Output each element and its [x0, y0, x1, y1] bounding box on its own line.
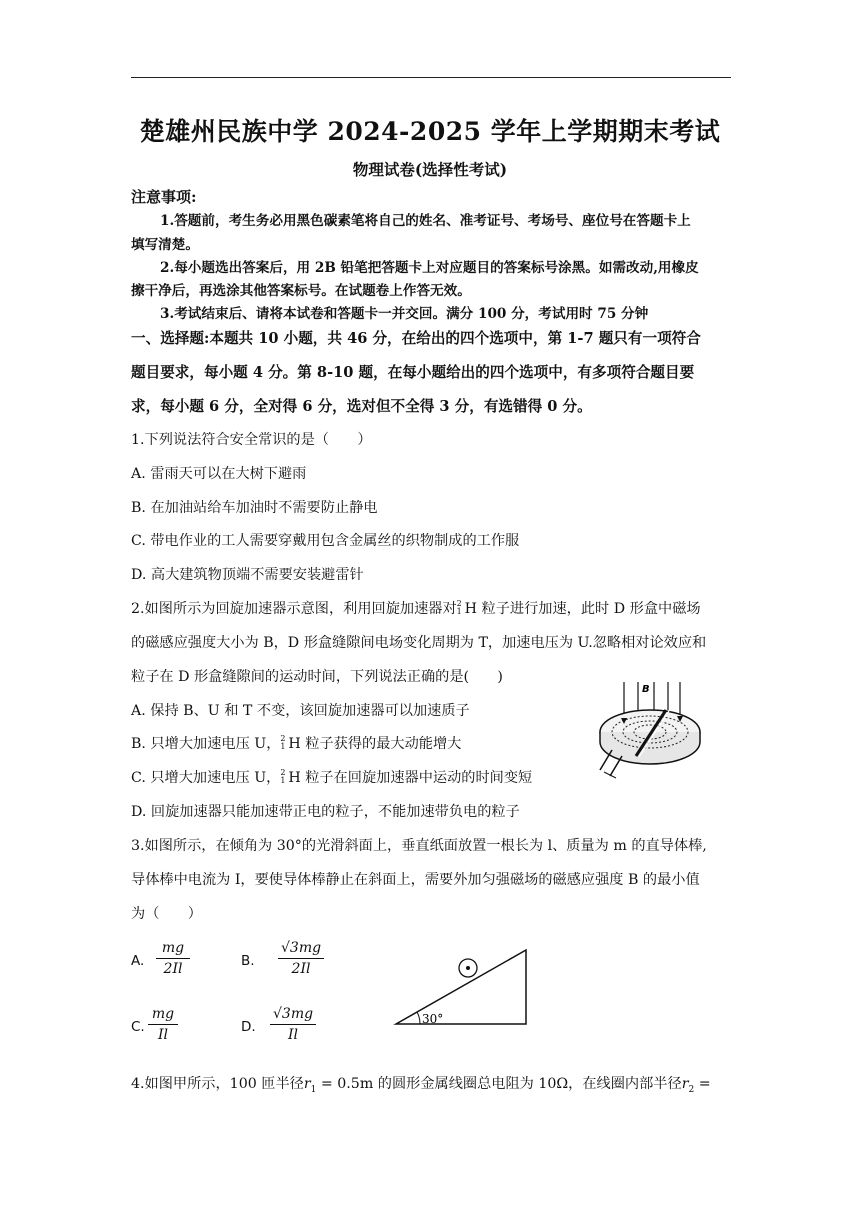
deuteron-isotope: [457, 601, 465, 615]
iso-mass: 2: [456, 599, 462, 608]
q3-option-c-numerator: mg: [151, 1006, 175, 1022]
section-1-line-3: 求，每小题 6 分，全对得 6 分，选对但不全得 3 分，有选错得 0 分。: [131, 398, 592, 415]
q3-option-c-denominator: Il: [157, 1027, 168, 1043]
q4-stem-line-1: [131, 1073, 711, 1095]
q1-option-d: D. 高大建筑物顶端不需要安装避雷针: [131, 567, 364, 583]
q3-option-d-label: D.: [241, 1019, 256, 1035]
q2-option-b-b: H 粒子获得的最大动能增大: [288, 736, 462, 752]
incline-figure: [390, 942, 535, 1028]
q2-stem-line-1-b: H 粒子进行加速，此时 D 形盒中磁场: [464, 601, 701, 617]
exam-title: 楚雄州民族中学 2024-2025 学年上学期期末考试: [139, 117, 721, 146]
notice-item-1-line-1: 1.答题前，考生务必用黑色碳素笔将自己的姓名、准考证号、考场号、座位号在答题卡上: [160, 213, 691, 229]
q3-stem-line-1: 3.如图所示，在倾角为 30°的光滑斜面上，垂直纸面放置一根长为 l、质量为 m 的直导体棒,: [131, 838, 707, 854]
q3-option-a-numerator: mg: [161, 940, 185, 956]
q2-stem-line-1-a: 2.如图所示为回旋加速器示意图，利用回旋加速器对: [131, 601, 457, 617]
cyclotron-figure: [592, 680, 704, 780]
deuteron-isotope: [280, 736, 288, 750]
q3-option-b-fraction: [278, 940, 324, 977]
q4-stem-c: =: [694, 1076, 711, 1092]
q3-option-b-numerator: √3mg: [281, 940, 322, 956]
q2-option-c-a: C. 只增大加速电压 U，: [131, 770, 281, 786]
incline-angle-label: 30°: [422, 1012, 444, 1026]
r1-subscript: 1: [310, 1084, 317, 1095]
q2-option-b: [131, 733, 461, 753]
q3-stem-line-2: 导体棒中电流为 I，要使导体棒静止在斜面上，需要外加匀强磁场的磁感应强度 B 的最小值: [131, 872, 700, 888]
r2-symbol: r: [681, 1076, 689, 1092]
r2-subscript: 2: [688, 1084, 695, 1095]
q3-option-c-fraction: [148, 1006, 178, 1043]
figure-label-b: B: [642, 684, 650, 695]
q3-option-b-label: B.: [241, 953, 255, 969]
q3-option-d-denominator: Il: [287, 1027, 298, 1043]
exam-subtitle: 物理试卷(选择性考试): [352, 160, 508, 179]
q3-option-a-label: A.: [131, 953, 145, 969]
r1-symbol: r: [303, 1076, 311, 1092]
iso-charge: 1: [456, 607, 462, 616]
q3-option-d-fraction: [270, 1006, 316, 1043]
q2-stem-line-3: 粒子在 D 形盒缝隙间的运动时间，下列说法正确的是( ): [131, 669, 503, 685]
q2-option-a: A. 保持 B、U 和 T 不变，该回旋加速器可以加速质子: [131, 703, 470, 719]
q3-option-d-numerator: √3mg: [273, 1006, 314, 1022]
q2-option-b-a: B. 只增大加速电压 U，: [131, 736, 281, 752]
iso-mass: 2: [280, 768, 286, 777]
q2-option-d: D. 回旋加速器只能加速带正电的粒子，不能加速带负电的粒子: [131, 804, 520, 820]
top-rule: [131, 77, 731, 78]
q1-stem: 1.下列说法符合安全常识的是（ ）: [131, 432, 372, 448]
q4-stem-b: = 0.5m 的圆形金属线圈总电阻为 10Ω，在线圈内部半径: [316, 1076, 682, 1092]
q2-option-c-b: H 粒子在回旋加速器中运动的时间变短: [288, 770, 533, 786]
q2-stem-line-1: [131, 598, 701, 618]
notice-item-2-line-1: 2.每小题选出答案后，用 2B 铅笔把答题卡上对应题目的答案标号涂黑。如需改动,用橡皮: [160, 260, 699, 276]
q1-option-a: A. 雷雨天可以在大树下避雨: [131, 466, 307, 482]
iso-mass: 2: [280, 734, 286, 743]
section-1-line-2: 题目要求，每小题 4 分。第 8-10 题，在每小题给出的四个选项中，有多项符合题目要: [131, 364, 695, 381]
q1-option-b: B. 在加油站给车加油时不需要防止静电: [131, 500, 378, 516]
q3-option-c-label: C.: [131, 1019, 145, 1035]
iso-charge: 1: [280, 776, 286, 785]
q2-option-c: [131, 767, 532, 787]
q3-stem-line-3: 为（ ）: [131, 906, 202, 922]
notice-item-1-line-2: 填写清楚。: [131, 237, 199, 253]
notice-item-3: 3.考试结束后、请将本试卷和答题卡一并交回。满分 100 分，考试用时 75 分钟: [160, 306, 649, 322]
q1-option-c: C. 带电作业的工人需要穿戴用包含金属丝的织物制成的工作服: [131, 533, 520, 549]
q3-option-b-denominator: 2Il: [291, 961, 311, 977]
deuteron-isotope: [280, 770, 288, 784]
q4-stem-a: 4.如图甲所示，100 匝半径: [131, 1076, 304, 1092]
notice-heading: 注意事项:: [131, 188, 197, 206]
q2-stem-line-2: 的磁感应强度大小为 B，D 形盒缝隙间电场变化周期为 T，加速电压为 U.忽略相对论效应和: [131, 635, 707, 651]
section-1-line-1: 一、选择题:本题共 10 小题，共 46 分，在给出的四个选项中，第 1-7 题只有一项符合: [131, 330, 701, 347]
notice-item-2-line-2: 擦干净后，再选涂其他答案标号。在试题卷上作答无效。: [131, 283, 471, 299]
q3-option-a-denominator: 2Il: [163, 961, 183, 977]
iso-charge: 1: [280, 742, 286, 751]
q3-option-a-fraction: [156, 940, 190, 977]
